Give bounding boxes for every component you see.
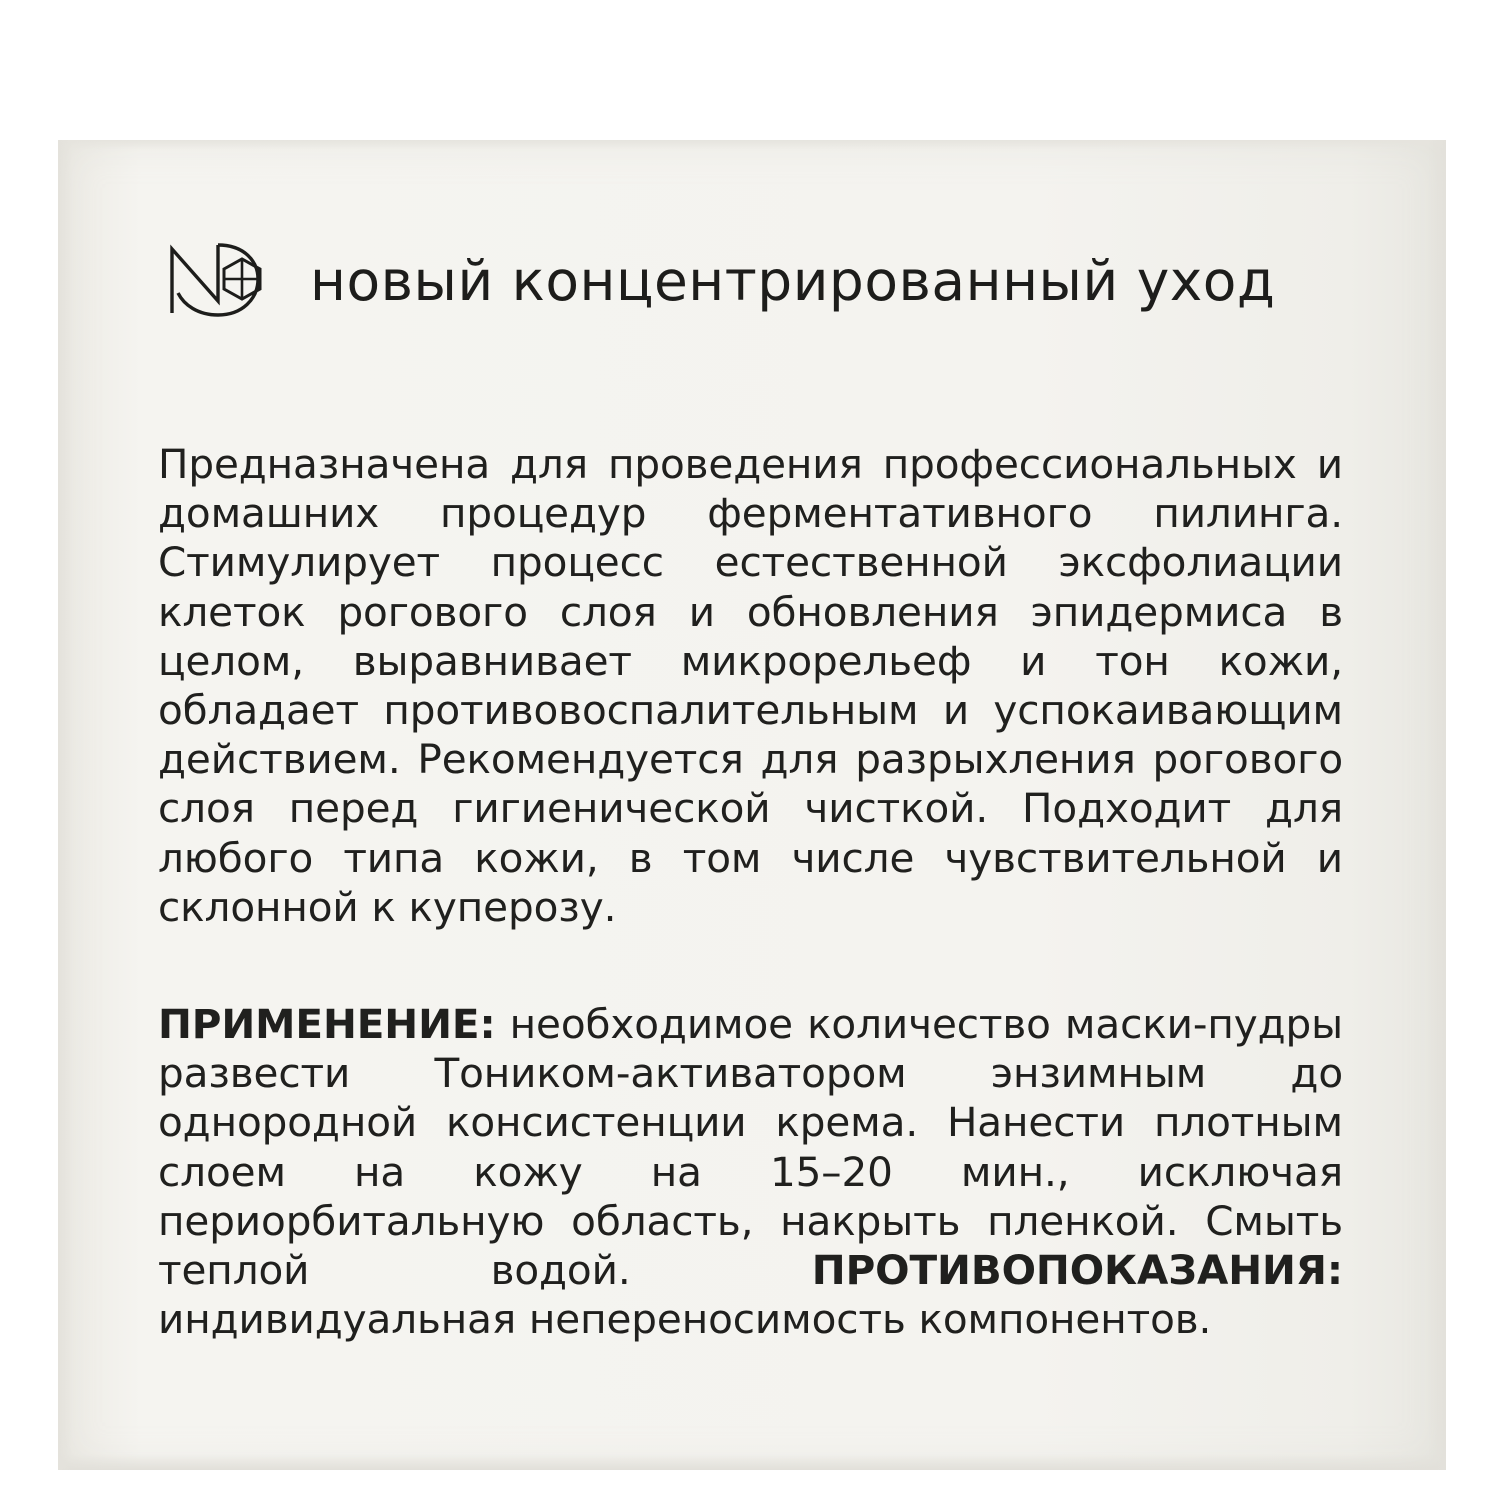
contraindications-heading: ПРОТИВОПОКАЗАНИЯ:: [811, 1246, 1343, 1295]
label-body-copy: [158, 440, 1343, 1344]
contraindications-text: индивидуальная непереносимость компонентов.: [158, 1295, 1212, 1344]
usage-heading: ПРИМЕНЕНИЕ:: [158, 1000, 496, 1049]
package-edge-bottom: [58, 1454, 1446, 1470]
package-edge-top: [58, 140, 1446, 150]
description-paragraph: Предназначена для проведения профессиональных и домашних процедур ферментативного пилинга. Стимулирует процесс естественной эксфолиации клеток рогового слоя и обновления эпидермиса в целом, выравнивает микрорельеф и тон кожи, обладает противовоспалительным и успокаивающим действием. Рекомендуется для разрыхления рогового слоя перед гигиенической чисткой. Подходит для любого типа кожи, в том числе чувствительной и склонной к куперозу.: [158, 440, 1343, 931]
label-header: [158, 235, 1275, 327]
usage-paragraph: [158, 1000, 1343, 1344]
nc-hexagon-logo-icon: [158, 235, 276, 327]
package-edge-right: [1428, 140, 1446, 1470]
usage-text: необходимое количество маски-пудры развести Тоником-активатором энзимным до однородной консистенции крема. Нанести плотным слоем на кожу на 15–20 мин., исключая периорбитальную область, накрыть пленкой. Смыть теплой водой.: [158, 1000, 1343, 1295]
package-edge-left: [58, 140, 72, 1470]
page-title: новый концентрированный уход: [310, 248, 1276, 313]
product-package-panel: [58, 140, 1446, 1470]
